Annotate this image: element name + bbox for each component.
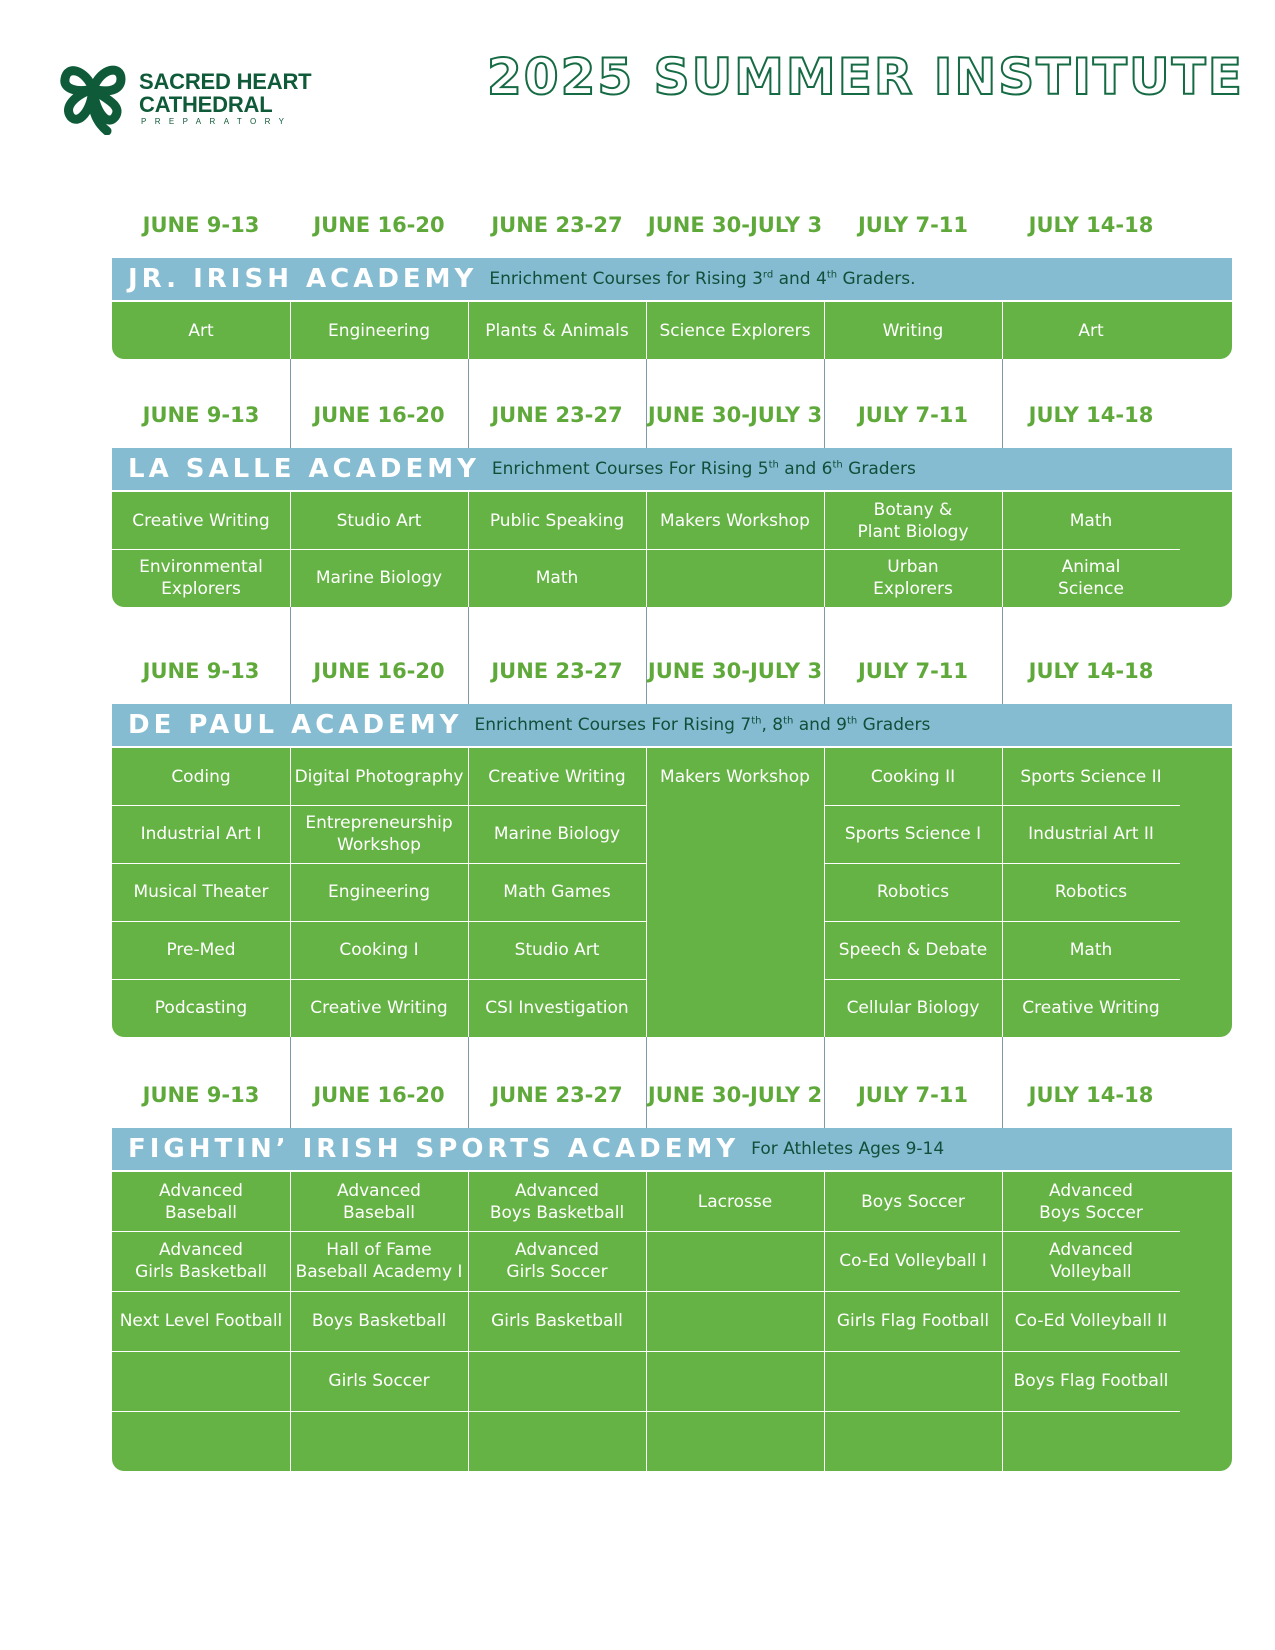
academy-section: [112, 213, 1232, 359]
course-cell: Studio Art: [336, 510, 422, 531]
course-cell: Podcasting: [154, 998, 248, 1018]
grid-line: [1002, 302, 1003, 359]
course-cell: Boys Basketball: [311, 1311, 447, 1331]
academy-section: [112, 659, 1232, 1037]
academy-banner: [112, 448, 1232, 490]
logo-text-preparatory: PREPARATORY: [141, 117, 293, 126]
course-cell: [468, 1351, 646, 1411]
grid-line: [468, 492, 469, 607]
course-grid: [112, 748, 1232, 1037]
course-cell: Makers Workshop: [660, 766, 810, 787]
course-cell: Girls Flag Football: [836, 1311, 990, 1331]
course-cell: Hall of Fame Baseball Academy I: [295, 1240, 463, 1282]
week-date: JUNE 23-27: [491, 213, 623, 237]
subtitle-text: Graders.: [837, 269, 916, 289]
course-cell: [468, 1411, 646, 1471]
course-cell: [646, 979, 824, 1037]
academy-name: LA SALLE ACADEMY: [128, 454, 480, 484]
grid-line: [290, 1172, 291, 1471]
grid-line: [290, 492, 291, 607]
academy-subtitle: [475, 715, 931, 735]
course-cell: Math Games: [503, 882, 611, 902]
week-date: JUNE 30-JULY 3: [647, 403, 823, 427]
week-date: JUNE 30-JULY 3: [647, 659, 823, 683]
academy-section: [112, 1083, 1232, 1471]
week-date: JUNE 16-20: [313, 1083, 445, 1107]
grid-line: [1002, 748, 1003, 1037]
course-cell: Sports Science I: [844, 824, 982, 844]
course-cell: Boys Soccer: [861, 1191, 965, 1212]
course-cell: Engineering: [328, 882, 430, 902]
course-cell: Environmental Explorers: [139, 557, 263, 599]
subtitle-text: and 9: [793, 715, 847, 735]
academy-name: FIGHTIN’ IRISH SPORTS ACADEMY: [128, 1134, 740, 1164]
course-cell: Plants & Animals: [485, 320, 629, 341]
course-cell: Studio Art: [514, 940, 600, 960]
subtitle-text: Enrichment Courses For Rising 5: [491, 459, 769, 479]
course-cell: Cellular Biology: [846, 998, 980, 1018]
course-cell: [646, 921, 824, 979]
grid-line: [290, 302, 291, 359]
course-cell: Advanced Baseball: [337, 1180, 421, 1223]
subtitle-text: Graders: [857, 715, 931, 735]
course-cell: [824, 1351, 1002, 1411]
grid-line: [646, 492, 647, 607]
grid-line: [646, 1172, 647, 1471]
academy-subtitle: [489, 269, 915, 289]
course-cell: [112, 1411, 290, 1471]
course-cell: Pre-Med: [166, 940, 236, 960]
week-dates-row: [112, 659, 1232, 704]
week-date: JULY 7-11: [857, 213, 969, 237]
course-cell: [646, 549, 824, 607]
logo-text-cathedral: CATHEDRAL: [139, 92, 273, 117]
course-cell: CSI Investigation: [485, 998, 629, 1018]
course-cell: Urban Explorers: [873, 557, 953, 599]
academy-name: DE PAUL ACADEMY: [128, 710, 463, 740]
academy-banner: [112, 258, 1232, 300]
course-cell: Girls Basketball: [491, 1311, 623, 1331]
week-date: JUNE 16-20: [313, 659, 445, 683]
academy-section: [112, 403, 1232, 607]
course-cell: Advanced Girls Soccer: [506, 1240, 608, 1282]
week-date: JULY 7-11: [857, 403, 969, 427]
course-cell: Boys Flag Football: [1013, 1371, 1169, 1391]
ordinal-suffix: th: [783, 715, 794, 727]
course-cell: Art: [1078, 320, 1104, 341]
ordinal-suffix: th: [846, 715, 858, 727]
course-cell: [290, 1411, 468, 1471]
course-cell: Engineering: [328, 320, 430, 341]
week-date: JULY 7-11: [857, 1083, 969, 1107]
week-dates-row: [112, 1083, 1232, 1128]
course-cell: Musical Theater: [133, 882, 269, 902]
course-cell: [646, 1351, 824, 1411]
subtitle-text: Graders: [842, 459, 916, 479]
grid-line: [290, 748, 291, 1037]
course-cell: Advanced Boys Soccer: [1039, 1180, 1143, 1223]
page-title: 2025 SUMMER INSTITUTE: [487, 48, 1244, 106]
week-dates-row: [112, 403, 1232, 448]
week-date: JULY 14-18: [1028, 403, 1154, 427]
week-date: JUNE 30-JULY 2: [647, 1083, 823, 1107]
subtitle-text: and 4: [773, 269, 827, 289]
ordinal-suffix: th: [768, 459, 779, 471]
week-date: JULY 14-18: [1028, 659, 1154, 683]
week-date: JUNE 23-27: [491, 403, 623, 427]
subtitle-text: For Athletes Ages 9-14: [751, 1139, 945, 1159]
course-cell: Math: [1069, 940, 1113, 960]
course-cell: Math: [1069, 510, 1113, 531]
grid-line: [646, 302, 647, 359]
grid-line: [646, 748, 647, 1037]
course-cell: Lacrosse: [697, 1191, 773, 1212]
course-cell: Public Speaking: [489, 510, 625, 531]
course-cell: [112, 1351, 290, 1411]
week-date: JUNE 9-13: [142, 1083, 260, 1107]
week-date: JUNE 16-20: [313, 213, 445, 237]
grid-line: [1002, 492, 1003, 607]
week-date: JUNE 30-JULY 3: [647, 213, 823, 237]
course-grid: [112, 1172, 1232, 1471]
subtitle-text: Enrichment Courses for Rising 3: [489, 269, 763, 289]
course-cell: Advanced Volleyball: [1049, 1240, 1133, 1282]
ordinal-suffix: rd: [762, 269, 774, 281]
course-cell: Art: [188, 320, 214, 341]
academy-subtitle: [492, 459, 916, 479]
course-cell: Robotics: [1054, 882, 1128, 902]
shamrock-icon: [55, 55, 135, 135]
course-cell: Advanced Baseball: [159, 1180, 243, 1223]
week-date: JULY 14-18: [1028, 213, 1154, 237]
grid-line: [468, 748, 469, 1037]
ordinal-suffix: th: [751, 715, 762, 727]
course-cell: Marine Biology: [493, 824, 621, 844]
week-date: JUNE 9-13: [142, 659, 260, 683]
course-cell: Science Explorers: [659, 320, 811, 341]
academy-banner: [112, 704, 1232, 746]
course-cell: Girls Soccer: [328, 1371, 430, 1391]
grid-line: [468, 1172, 469, 1471]
course-cell: Sports Science II: [1020, 766, 1162, 787]
grid-line: [1002, 1172, 1003, 1471]
week-date: JUNE 9-13: [142, 403, 260, 427]
week-date: JUNE 23-27: [491, 659, 623, 683]
grid-line: [824, 302, 825, 359]
course-cell: Industrial Art I: [140, 824, 262, 844]
course-cell: Creative Writing: [310, 998, 448, 1018]
course-cell: Writing: [882, 320, 944, 341]
course-cell: Next Level Football: [119, 1311, 283, 1331]
course-cell: Speech & Debate: [838, 940, 988, 960]
academy-name: JR. IRISH ACADEMY: [128, 264, 478, 294]
course-cell: Co-Ed Volleyball II: [1014, 1311, 1168, 1331]
academy-subtitle: [751, 1139, 944, 1159]
course-cell: [646, 805, 824, 863]
course-cell: Cooking I: [339, 940, 419, 960]
course-cell: Makers Workshop: [660, 510, 810, 531]
week-date: JULY 14-18: [1028, 1083, 1154, 1107]
course-grid: [112, 492, 1232, 607]
academy-banner: [112, 1128, 1232, 1170]
course-cell: Cooking II: [870, 766, 956, 787]
logo-text-sacred-heart: SACRED HEART: [139, 69, 312, 94]
school-logo: [55, 55, 335, 135]
course-cell: Advanced Boys Basketball: [489, 1180, 625, 1223]
course-cell: [646, 863, 824, 921]
grid-line: [824, 748, 825, 1037]
grid-line: [824, 492, 825, 607]
course-cell: [824, 1411, 1002, 1471]
subtitle-text: Enrichment Courses For Rising 7: [474, 715, 752, 735]
course-cell: Robotics: [876, 882, 950, 902]
course-cell: Marine Biology: [315, 568, 443, 588]
course-cell: [646, 1291, 824, 1351]
subtitle-text: and 6: [778, 459, 833, 479]
grid-line: [468, 302, 469, 359]
course-cell: [646, 1231, 824, 1291]
course-cell: Creative Writing: [488, 766, 626, 787]
course-grid: [112, 302, 1232, 359]
week-date: JUNE 9-13: [142, 213, 260, 237]
week-date: JULY 7-11: [857, 659, 969, 683]
course-cell: Advanced Girls Basketball: [135, 1240, 267, 1282]
course-cell: Co-Ed Volleyball I: [839, 1251, 987, 1271]
week-dates-row: [112, 213, 1232, 258]
course-cell: Creative Writing: [1022, 998, 1160, 1018]
course-cell: [1002, 1411, 1180, 1471]
ordinal-suffix: th: [832, 459, 843, 471]
course-cell: Animal Science: [1058, 557, 1124, 599]
course-cell: Math: [535, 568, 579, 588]
course-cell: [646, 1411, 824, 1471]
course-cell: Entrepreneurship Workshop: [305, 813, 453, 855]
week-date: JUNE 23-27: [491, 1083, 623, 1107]
course-cell: Creative Writing: [132, 510, 270, 531]
course-cell: Botany & Plant Biology: [857, 499, 969, 542]
subtitle-text: , 8: [761, 715, 784, 735]
course-cell: Coding: [171, 766, 231, 787]
week-date: JUNE 16-20: [313, 403, 445, 427]
ordinal-suffix: th: [826, 269, 838, 281]
course-cell: Digital Photography: [294, 766, 464, 787]
course-cell: Industrial Art II: [1028, 824, 1154, 844]
grid-line: [824, 1172, 825, 1471]
